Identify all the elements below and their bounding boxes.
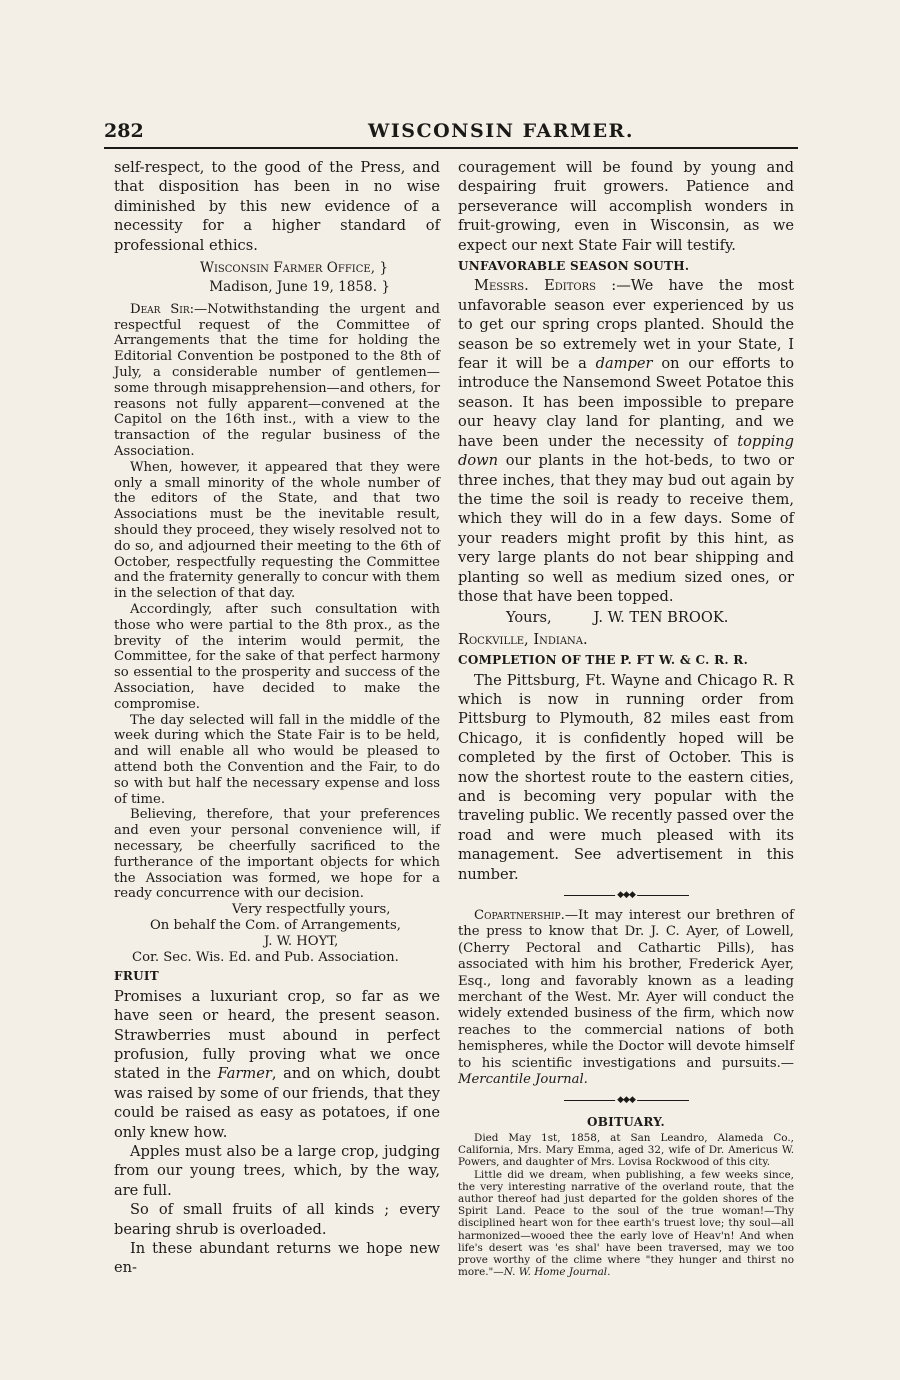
paragraph: In these abundant returns we hope new en- xyxy=(114,1240,440,1277)
paragraph: Messrs. Editors :—We have the most unfavorable season ever experienced by us to get our spring crops planted. Should the season be so extremely wet in your State, I fear it will be a damper on our efforts to introduce the Nansemond Sweet Potatoe this season. It has been impossible to prepare our heavy clay land for planting, and we have been under the necessity of topping down our plants in the hot-beds, to two or three inches, that they may bud out again by the time the soil is ready to receive them, which they will do in a few days. Some of your readers might profit by this hint, as very large plants do not bear shipping and planting so well as medium sized ones, or those that have been topped. xyxy=(458,277,794,605)
paragraph xyxy=(114,302,440,460)
paragraph: couragement will be found by young and despairing fruit growers. Patience and perseverance will accomplish wonders in fruit-growing, even in Wisconsin, as we expect our next State Fair will testify. xyxy=(458,159,794,254)
office-line: Wisconsin Farmer Office, } xyxy=(199,260,388,277)
page-number: 282 xyxy=(104,120,144,142)
signature-line xyxy=(458,608,794,627)
left-column xyxy=(114,158,440,1278)
paragraph: self-respect, to the good of the Press, and that disposition has been in no wise diminished by this new evidence of a necessity for a higher standard of professional ethics. xyxy=(114,159,440,254)
page-title: WISCONSIN FARMER. xyxy=(368,120,634,142)
section-heading: UNFAVORABLE SEASON SOUTH. xyxy=(458,259,690,274)
paragraph: Accordingly, after such consultation with those who were partial to the 8th prox., as the brevity of the interim would permit, the Committee, for the sake of that perfect harmony so essential to the prosperity and success of the Association, have decided to make the compromise. xyxy=(114,601,440,712)
closing: Very respectfully yours, xyxy=(232,902,391,918)
paragraph: The day selected will fall in the middle of the week during which the State Fair is to be held, and will enable all who would be pleased to attend both the Convention and the Fair, to do so with but half the necessary expense and loss of time. xyxy=(114,712,440,807)
dateline-place: Rockville, Indiana. xyxy=(458,630,588,648)
paragraph: Believing, therefore, that your preferences and even your personal convenience will, if necessary, be cheerfully sacrificed to the furtherance of the important objects for which the Association was formed, we hope for a ready concurrence with our decision. xyxy=(114,807,440,902)
header-rule xyxy=(104,147,798,149)
paragraph: Copartnership.—It may interest our brethren of the press to know that Dr. J. C. Ayer, of Lowell, (Cherry Pectoral and Cathartic Pills), has associated with him his brother, Frederick Ayer, Esq., long and favorably known as a leading merchant of the West. Mr. Ayer will conduct the widely extended business of the firm, which now reaches to the commercial nations of both hemispheres, while the Doctor will devote himself to his scientific investigations and pursuits.—Mercantile Journal. xyxy=(458,908,794,1088)
right-column xyxy=(458,158,794,1278)
paragraph: Little did we dream, when publishing, a few weeks since, the very interesting narrative of the overland route, that the author thereof had just departed for the golden shores of the Spirit Land. Peace to the soul of the true woman!—Thy disciplined heart won for thee earth's truest love; thy soul—all harmonized—wooed thee the early love of Heav'n! And when life's desert was 'es shal' have been traversed, may we too prove worthy of the clime where "they hunger and thirst no more."—N. W. Home Journal. xyxy=(458,1168,794,1279)
closing: On behalf the Com. of Arrangements, xyxy=(150,917,401,933)
page-header xyxy=(104,120,798,150)
circular-body xyxy=(114,302,440,965)
closing-signer: J. W. HOYT, xyxy=(264,933,339,949)
section-heading: OBITUARY. xyxy=(586,1114,666,1129)
ornament-divider: ◆◆◆ xyxy=(564,890,689,900)
section-heading: FRUIT xyxy=(114,969,159,984)
paragraph: When, however, it appeared that they were only a small minority of the whole number of the editors of the State, and that two Associations must be the inevitable result, should they proceed, they wisely resolved not to do so, and adjourned their meeting to the 6th of October, respectfully requesting the Committee and the fraternity generally to concur with them in the selection of that day. xyxy=(114,459,440,602)
paragraph: Apples must also be a large crop, judging from our young trees, which, by the way, are full. xyxy=(114,1142,440,1199)
obituary xyxy=(458,1132,794,1278)
paragraph-text: —Notwithstanding the urgent and respectful request of the Committee of Arrangements that the time for holding the Editorial Convention be postponed to the 8th of July, a considerable number of gentlemen—some through misapprehension—and others, for reasons not fully apparent—convened at the Capitol on the 16th inst., with a view to the transaction of the regular business of the Association. xyxy=(114,301,440,460)
paragraph: The Pittsburg, Ft. Wayne and Chicago R. R which is now in running order from Pittsburg to Plymouth, 82 miles east from Chicago, it is confidently hoped will be completed by the first of October. This is now the shortest route to the eastern cities, and is becoming very popular with the traveling public. We recently passed over the road and were much pleased with its management. See advertisement in this number. xyxy=(458,671,794,883)
copartnership-notice xyxy=(458,908,794,1088)
valediction: Yours, xyxy=(506,609,552,627)
paragraph: Promises a luxuriant crop, so far as we have seen or heard, the present season. Strawberries must abound in perfect profusion, fully proving what we once stated in the Farmer, and on which, doubt was raised by some of our friends, that they could be raised as easy as potatoes, if one only knew how. xyxy=(114,987,441,1141)
section-heading: COMPLETION OF THE P. FT W. & C. R. R. xyxy=(458,653,749,668)
paragraph: So of small fruits of all kinds ; every bearing shrub is overloaded. xyxy=(114,1201,440,1238)
ornament-divider: ◆◆◆ xyxy=(564,1095,689,1105)
closing-title: Cor. Sec. Wis. Ed. and Pub. Association. xyxy=(132,949,399,965)
paragraph: Died May 1st, 1858, at San Leandro, Alameda Co., California, Mrs. Mary Emma, aged 32, wife of Dr. Americus W. Powers, and daughter of Mrs. Lovisa Rockwood of this city. xyxy=(458,1131,794,1169)
office-date: Madison, June 19, 1858. } xyxy=(209,279,390,296)
salutation: Dear Sir: xyxy=(130,301,195,317)
signer: J. W. TEN BROOK. xyxy=(593,609,729,627)
salutation: Messrs. Editors : xyxy=(474,277,617,295)
